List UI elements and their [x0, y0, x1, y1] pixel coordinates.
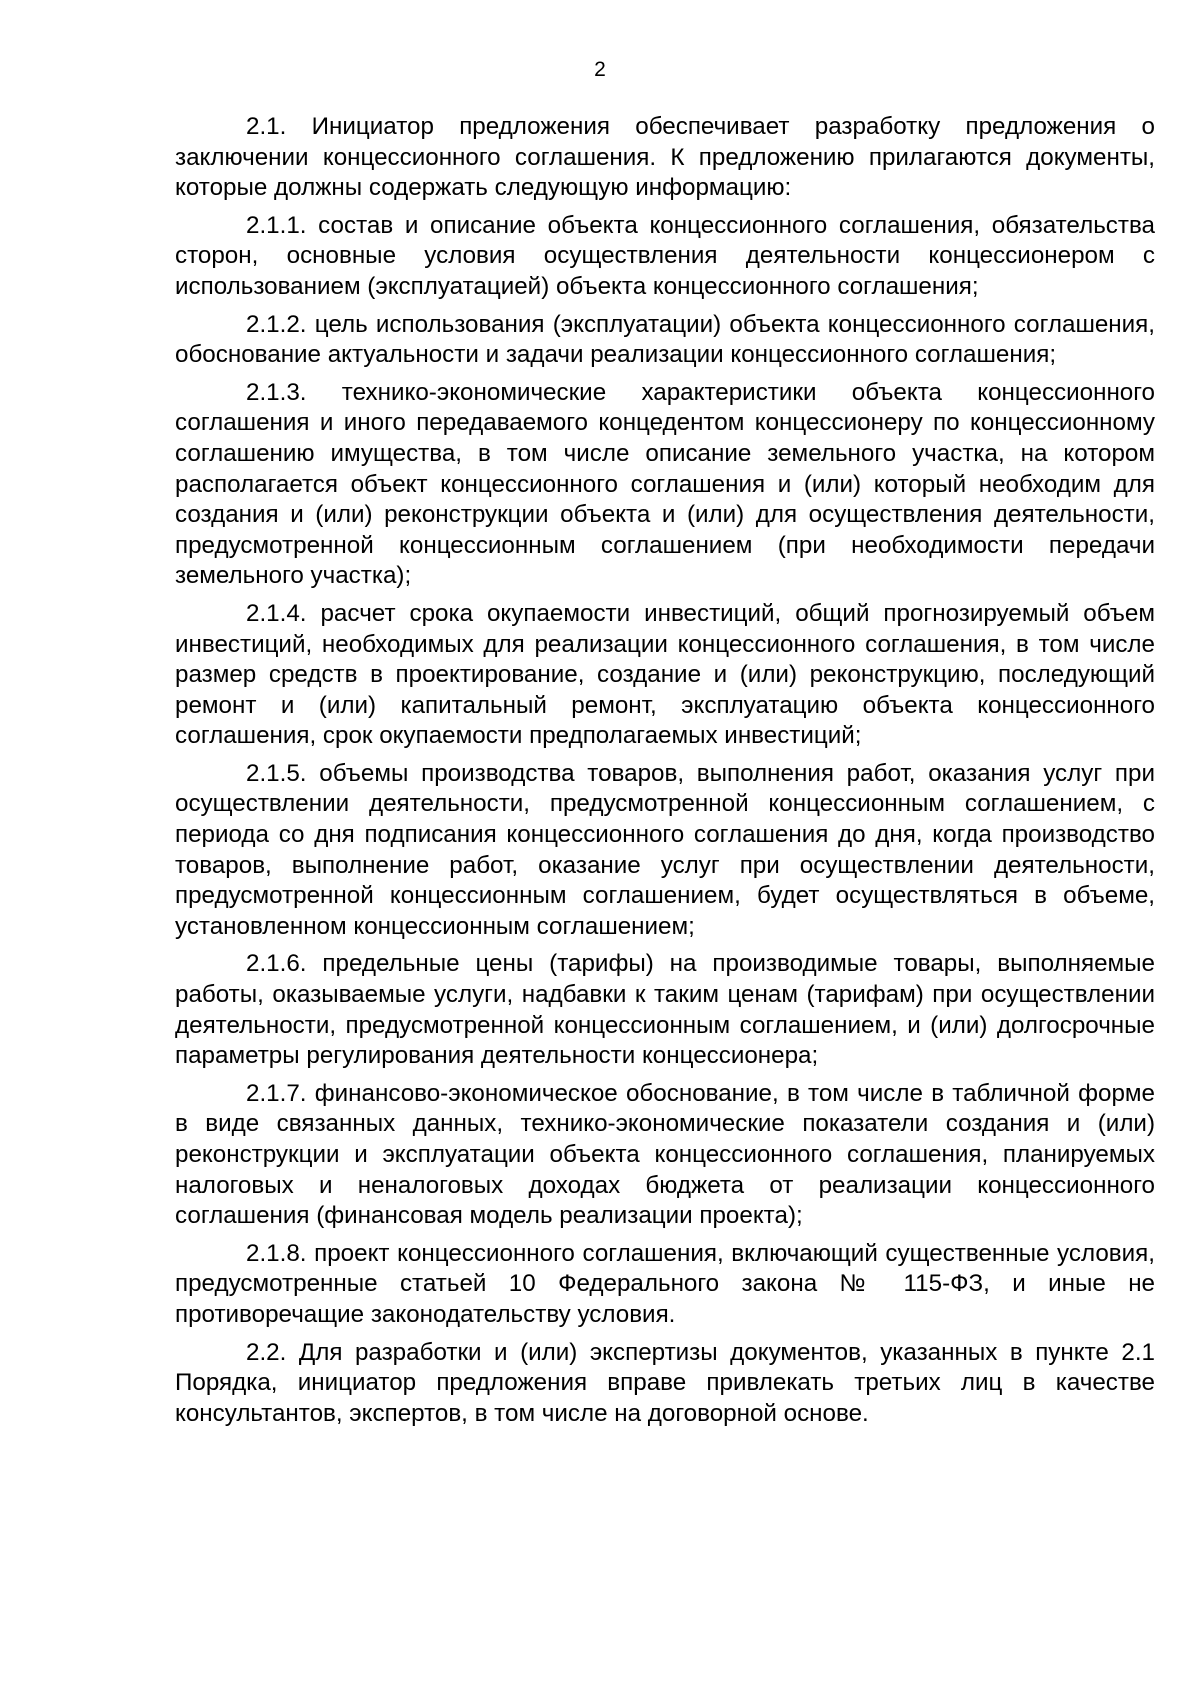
paragraph-2-2: 2.2. Для разработки и (или) экспертизы документов, указанных в пункте 2.1 Порядка, инициатор предложения вправе привлекать третьих лиц в качестве консультантов, экспертов, в том числе на договорной основе. — [175, 1338, 1155, 1427]
paragraph-2-1-6: 2.1.6. предельные цены (тарифы) на производимые товары, выполняемые работы, оказываемые услуги, надбавки к таким ценам (тарифам) при осуществлении деятельности, предусмотренной концессионным соглашением, и (или) долгосрочные параметры регулирования деятельности концессионера; — [175, 950, 1155, 1070]
paragraph-2-1-3: 2.1.3. технико-экономические характеристики объекта концессионного соглашения и иного передаваемого концедентом концессионеру по концессионному соглашению имущества, в том числе описание земельного участка, на котором располагается объект концессионного соглашения и (или) который необходим для создания и (или) реконструкции объекта и (или) для осуществления деятельности, предусмотренной концессионным соглашением (при необходимости передачи земельного участка); — [175, 378, 1155, 590]
paragraph-2-1: 2.1. Инициатор предложения обеспечивает разработку предложения о заключении концессионного соглашения. К предложению прилагаются документы, которые должны содержать следующую информацию: — [175, 113, 1155, 202]
document-body — [175, 112, 1155, 1436]
page-number: 2 — [594, 58, 606, 81]
paragraph-2-1-8: 2.1.8. проект концессионного соглашения, включающий существенные условия, предусмотренные статьей 10 Федерального закона № 115-ФЗ, и иные не противоречащие законодательству условия. — [175, 1239, 1155, 1328]
paragraph-2-1-7: 2.1.7. финансово-экономическое обоснование, в том числе в табличной форме в виде связанных данных, технико-экономические показатели создания и (или) реконструкции и эксплуатации объекта концессионного соглашения, планируемых налоговых и неналоговых доходах бюджета от реализации концессионного соглашения (финансовая модель реализации проекта); — [175, 1079, 1155, 1230]
paragraph-2-1-1: 2.1.1. состав и описание объекта концессионного соглашения, обязательства сторон, основные условия осуществления деятельности концессионером с использованием (эксплуатацией) объекта концессионного соглашения; — [175, 211, 1155, 300]
paragraph-2-1-4: 2.1.4. расчет срока окупаемости инвестиций, общий прогнозируемый объем инвестиций, необходимых для реализации концессионного соглашения, в том числе размер средств в проектирование, создание и (или) реконструкцию, последующий ремонт и (или) капитальный ремонт, эксплуатацию объекта концессионного соглашения, срок окупаемости предполагаемых инвестиций; — [175, 599, 1155, 750]
paragraph-2-1-5: 2.1.5. объемы производства товаров, выполнения работ, оказания услуг при осуществлении деятельности, предусмотренной концессионным соглашением, с периода со дня подписания концессионного соглашения до дня, когда производство товаров, выполнение работ, оказание услуг при осуществлении деятельности, предусмотренной концессионным соглашением, будет осуществляться в объеме, установленном концессионным соглашением; — [175, 759, 1155, 940]
paragraph-2-1-2: 2.1.2. цель использования (эксплуатации) объекта концессионного соглашения, обоснование актуальности и задачи реализации концессионного соглашения; — [175, 310, 1155, 369]
